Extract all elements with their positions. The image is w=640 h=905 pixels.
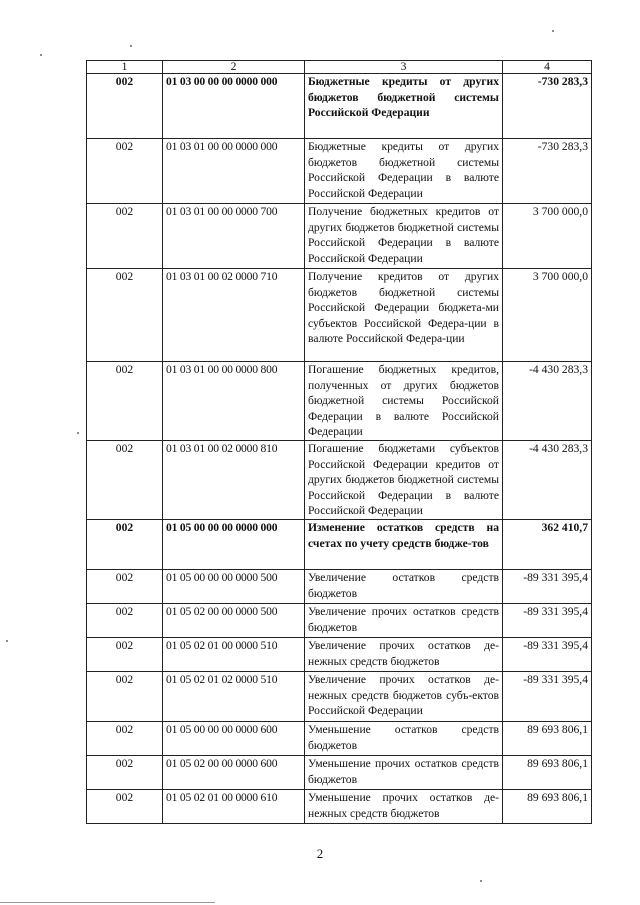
- table-row: [87, 74, 592, 139]
- admin-code-cell: 002: [87, 520, 163, 570]
- table-row: [87, 570, 592, 604]
- admin-code-cell: 002: [87, 638, 163, 672]
- admin-code-cell: 002: [87, 74, 163, 139]
- amount-cell: 3 700 000,0: [503, 269, 592, 362]
- admin-code-cell: 002: [87, 139, 163, 204]
- column-number-1: 1: [87, 61, 163, 74]
- amount-cell: -89 331 395,4: [503, 638, 592, 672]
- scan-edge-line: [0, 902, 215, 903]
- admin-code-cell: 002: [87, 570, 163, 604]
- admin-code-cell: 002: [87, 269, 163, 362]
- amount-cell: -730 283,3: [503, 74, 592, 139]
- classification-code-cell: 01 05 02 01 00 0000 510: [163, 638, 305, 672]
- scan-speck: [130, 45, 132, 47]
- amount-cell: 89 693 806,1: [503, 790, 592, 824]
- description-cell: Погашение бюджетами субъектов Российской Федерации кредитов от других бюджетов бюджетной системы Российской Федерации в валюте Российской Федерации: [305, 441, 503, 520]
- admin-code-cell: 002: [87, 790, 163, 824]
- description-cell: Получение бюджетных кредитов от других бюджетов бюджетной системы Российской Федерации в валюте Российской Федерации: [305, 204, 503, 269]
- description-cell: Получение кредитов от других бюджетов бюджетной системы Российской Федерации бюджета-ми субъектов Российской Федера-ции в валюте Российской Федера-ции: [305, 269, 503, 362]
- table-row: [87, 520, 592, 570]
- amount-cell: -4 430 283,3: [503, 362, 592, 441]
- scan-speck: [77, 432, 79, 434]
- classification-code-cell: 01 03 01 00 00 0000 000: [163, 139, 305, 204]
- classification-code-cell: 01 05 00 00 00 0000 000: [163, 520, 305, 570]
- column-number-2: 2: [163, 61, 305, 74]
- table-row: [87, 204, 592, 269]
- classification-code-cell: 01 03 01 00 00 0000 800: [163, 362, 305, 441]
- admin-code-cell: 002: [87, 362, 163, 441]
- column-number-4: 4: [503, 61, 592, 74]
- classification-code-cell: 01 03 01 00 00 0000 700: [163, 204, 305, 269]
- table-row: [87, 790, 592, 824]
- column-number-3: 3: [305, 61, 503, 74]
- admin-code-cell: 002: [87, 672, 163, 722]
- description-cell: Изменение остатков средств на счетах по учету средств бюдже-тов: [305, 520, 503, 570]
- admin-code-cell: 002: [87, 441, 163, 520]
- column-number-row: [87, 61, 592, 74]
- scan-speck: [552, 30, 554, 32]
- description-cell: Уменьшение остатков средств бюджетов: [305, 722, 503, 756]
- description-cell: Увеличение прочих остатков де-нежных средств бюджетов субъ-ектов Российской Федерации: [305, 672, 503, 722]
- description-cell: Увеличение прочих остатков де-нежных средств бюджетов: [305, 638, 503, 672]
- description-cell: Бюджетные кредиты от других бюджетов бюджетной системы Российской Федерации в валюте Российской Федерации: [305, 139, 503, 204]
- amount-cell: -89 331 395,4: [503, 672, 592, 722]
- amount-cell: -730 283,3: [503, 139, 592, 204]
- classification-code-cell: 01 05 00 00 00 0000 500: [163, 570, 305, 604]
- scan-speck: [480, 880, 482, 882]
- classification-code-cell: 01 05 02 01 02 0000 510: [163, 672, 305, 722]
- description-cell: Увеличение остатков средств бюджетов: [305, 570, 503, 604]
- classification-code-cell: 01 03 01 00 02 0000 810: [163, 441, 305, 520]
- amount-cell: 3 700 000,0: [503, 204, 592, 269]
- description-cell: Уменьшение прочих остатков средств бюджетов: [305, 756, 503, 790]
- table-row: [87, 722, 592, 756]
- classification-code-cell: 01 05 02 00 00 0000 500: [163, 604, 305, 638]
- description-cell: Погашение бюджетных кредитов, полученных от других бюджетов бюджетной системы Российской Федерации в валюте Российской Федерации: [305, 362, 503, 441]
- amount-cell: -89 331 395,4: [503, 604, 592, 638]
- table-row: [87, 269, 592, 362]
- amount-cell: -89 331 395,4: [503, 570, 592, 604]
- description-cell: Уменьшение прочих остатков де-нежных средств бюджетов: [305, 790, 503, 824]
- amount-cell: 89 693 806,1: [503, 722, 592, 756]
- scan-speck: [40, 54, 42, 56]
- classification-code-cell: 01 03 01 00 02 0000 710: [163, 269, 305, 362]
- description-cell: Увеличение прочих остатков средств бюджетов: [305, 604, 503, 638]
- budget-sources-table: [86, 60, 592, 824]
- table-body: [87, 74, 592, 824]
- table-row: [87, 139, 592, 204]
- page-number: 2: [316, 846, 324, 861]
- classification-code-cell: 01 05 00 00 00 0000 600: [163, 722, 305, 756]
- amount-cell: 89 693 806,1: [503, 756, 592, 790]
- admin-code-cell: 002: [87, 756, 163, 790]
- table-row: [87, 604, 592, 638]
- amount-cell: 362 410,7: [503, 520, 592, 570]
- scan-speck: [6, 640, 8, 642]
- admin-code-cell: 002: [87, 722, 163, 756]
- classification-code-cell: 01 05 02 01 00 0000 610: [163, 790, 305, 824]
- classification-code-cell: 01 03 00 00 00 0000 000: [163, 74, 305, 139]
- classification-code-cell: 01 05 02 00 00 0000 600: [163, 756, 305, 790]
- table-row: [87, 756, 592, 790]
- admin-code-cell: 002: [87, 204, 163, 269]
- table-row: [87, 362, 592, 441]
- admin-code-cell: 002: [87, 604, 163, 638]
- table-row: [87, 638, 592, 672]
- table-row: [87, 672, 592, 722]
- table-row: [87, 441, 592, 520]
- description-cell: Бюджетные кредиты от других бюджетов бюджетной системы Российской Федерации: [305, 74, 503, 139]
- amount-cell: -4 430 283,3: [503, 441, 592, 520]
